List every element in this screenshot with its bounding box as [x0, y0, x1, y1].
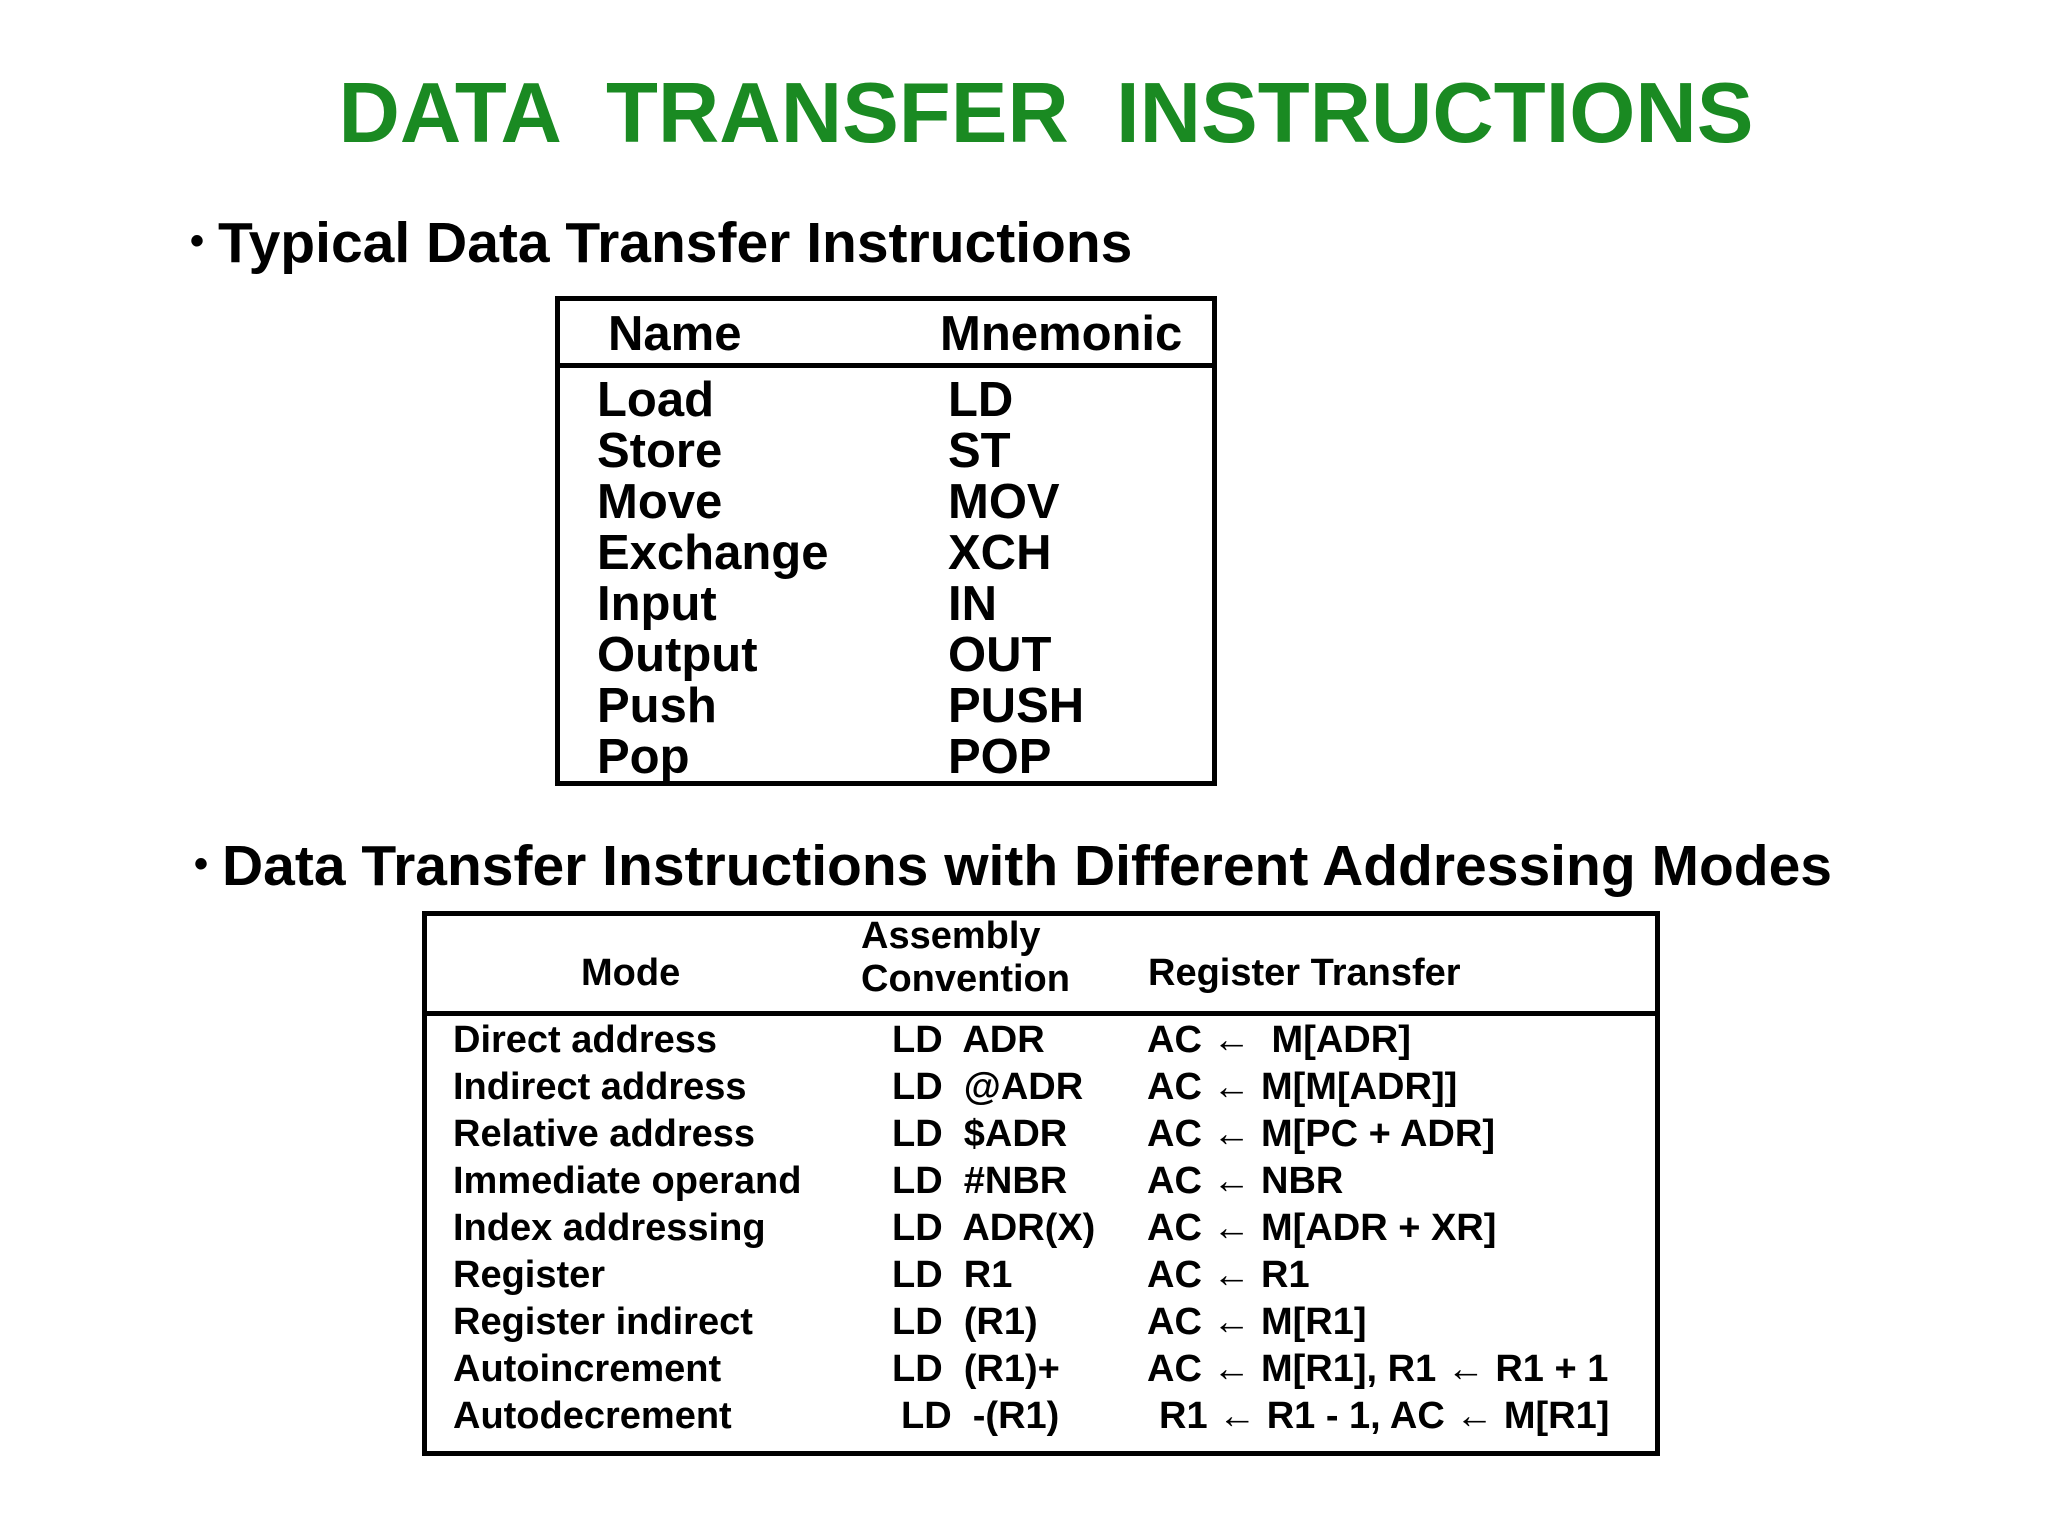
register-transfer-cell: AC ← M[ADR] [1147, 1019, 1411, 1061]
assembly-cell: LD ADR(X) [892, 1207, 1096, 1249]
table-row [427, 1111, 1655, 1158]
mode-cell: Autodecrement [453, 1395, 732, 1437]
assembly-cell: LD ADR [892, 1019, 1045, 1061]
mode-cell: Immediate operand [453, 1160, 802, 1202]
instruction-mnemonic: OUT [948, 628, 1052, 682]
table-row [427, 1346, 1655, 1393]
page-title: DATA TRANSFER INSTRUCTIONS [338, 66, 1754, 161]
instruction-mnemonic: LD [948, 373, 1014, 427]
header-assembly: Assembly [861, 915, 1041, 957]
header-convention: Convention [861, 958, 1070, 1000]
assembly-cell: LD $ADR [892, 1113, 1068, 1155]
section-heading-addressing [194, 832, 1832, 898]
table-row [427, 1158, 1655, 1205]
table-row [560, 681, 1212, 732]
instruction-name: Move [597, 475, 723, 529]
register-transfer-cell: AC ← M[ADR + XR] [1147, 1207, 1497, 1249]
register-transfer-cell: R1 ← R1 - 1, AC ← M[R1] [1159, 1395, 1610, 1437]
register-transfer-cell: AC ← M[R1], R1 ← R1 + 1 [1147, 1348, 1609, 1390]
register-transfer-cell: AC ← R1 [1147, 1254, 1310, 1296]
table-row [560, 426, 1212, 477]
table-row [427, 1299, 1655, 1346]
register-transfer-cell: AC ← M[R1] [1147, 1301, 1367, 1343]
table-row [560, 630, 1212, 681]
table-row [560, 528, 1212, 579]
instruction-name: Load [597, 373, 715, 427]
section-heading-text: Typical Data Transfer Instructions [218, 211, 1133, 275]
instruction-name: Pop [597, 730, 690, 784]
table-row [427, 1064, 1655, 1111]
assembly-cell: LD R1 [892, 1254, 1013, 1296]
section-heading-typical [190, 209, 1132, 275]
mode-cell: Autoincrement [453, 1348, 722, 1390]
instruction-mnemonic: IN [948, 577, 997, 631]
assembly-cell: LD (R1) [892, 1301, 1038, 1343]
instruction-name: Push [597, 679, 717, 733]
table-header [427, 916, 1655, 1016]
header-mode: Mode [581, 952, 681, 994]
assembly-cell: LD (R1)+ [892, 1348, 1060, 1390]
table-row [560, 732, 1212, 783]
section-heading-text: Data Transfer Instructions with Different Addressing Modes [222, 834, 1832, 898]
table-row [427, 1252, 1655, 1299]
header-mnemonic: Mnemonic [940, 307, 1183, 361]
instruction-mnemonic: PUSH [948, 679, 1085, 733]
header-name: Name [608, 307, 742, 361]
instruction-mnemonic: XCH [948, 526, 1052, 580]
table-row [560, 477, 1212, 528]
register-transfer-cell: AC ← M[PC + ADR] [1147, 1113, 1495, 1155]
table-header [560, 301, 1212, 368]
instruction-name: Store [597, 424, 723, 478]
bullet-icon: • [190, 219, 205, 263]
bullet-icon: • [194, 842, 209, 886]
mode-cell: Relative address [453, 1113, 756, 1155]
mode-cell: Direct address [453, 1019, 718, 1061]
addressing-modes-table [422, 911, 1660, 1456]
assembly-cell: LD -(R1) [901, 1395, 1060, 1437]
register-transfer-cell: AC ← NBR [1147, 1160, 1344, 1202]
table-row [427, 1017, 1655, 1064]
header-register-transfer: Register Transfer [1148, 952, 1461, 994]
assembly-cell: LD @ADR [892, 1066, 1084, 1108]
instruction-mnemonic: ST [948, 424, 1011, 478]
assembly-cell: LD #NBR [892, 1160, 1068, 1202]
table-row [427, 1393, 1655, 1440]
instruction-mnemonic: MOV [948, 475, 1060, 529]
instruction-name: Output [597, 628, 758, 682]
mnemonic-table [555, 296, 1217, 786]
mode-cell: Index addressing [453, 1207, 766, 1249]
table-row [560, 375, 1212, 426]
mode-cell: Register [453, 1254, 606, 1296]
register-transfer-cell: AC ← M[M[ADR]] [1147, 1066, 1458, 1108]
instruction-name: Input [597, 577, 717, 631]
table-row [427, 1205, 1655, 1252]
instruction-mnemonic: POP [948, 730, 1052, 784]
instruction-name: Exchange [597, 526, 829, 580]
mode-cell: Register indirect [453, 1301, 753, 1343]
mode-cell: Indirect address [453, 1066, 747, 1108]
table-row [560, 579, 1212, 630]
